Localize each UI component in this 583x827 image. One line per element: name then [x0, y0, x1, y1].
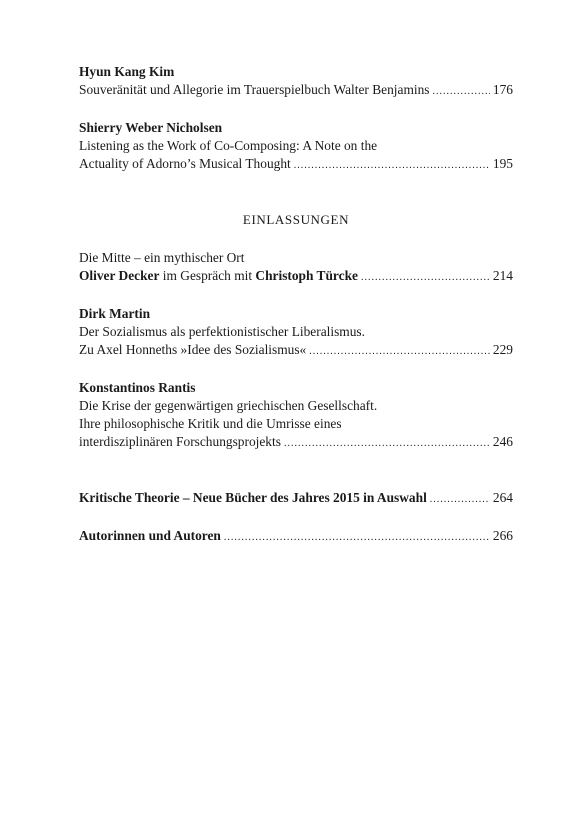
entry-credit [79, 267, 358, 285]
dot-leader [294, 157, 490, 175]
credit-connector: im Gespräch mit [162, 268, 253, 283]
entry-title-line: Die Mitte – ein mythischer Ort [79, 250, 245, 265]
dot-leader [433, 83, 490, 101]
entry-author: Hyun Kang Kim [79, 64, 175, 79]
toc-entry-books [79, 489, 513, 509]
dot-leader [430, 491, 490, 509]
entry-author: Dirk Martin [79, 306, 151, 321]
entry-title-line: Die Krise der gegenwärtigen griechischen Gesellschaft. [79, 398, 378, 413]
table-of-contents [79, 63, 513, 547]
interviewer-name: Christoph Türcke [255, 268, 358, 283]
entry-title: Actuality of Adorno’s Musical Thought [79, 156, 291, 171]
toc-line[interactable] [79, 267, 513, 287]
dot-leader [361, 269, 490, 287]
dot-leader [309, 343, 490, 361]
toc-entry-decker [79, 249, 513, 287]
page-number: 246 [492, 434, 513, 449]
page-number: 176 [492, 82, 513, 97]
page-number: 195 [492, 156, 513, 171]
entry-title-line: Der Sozialismus als perfektionistischer Liberalismus. [79, 324, 365, 339]
entry-title: interdisziplinären Forschungsprojekts [79, 434, 281, 449]
dot-leader [224, 529, 490, 547]
page-number: 266 [492, 528, 513, 543]
page-number: 214 [492, 268, 513, 283]
toc-entry-rantis [79, 379, 513, 453]
toc-line[interactable] [79, 81, 513, 101]
page-number: 264 [492, 490, 513, 505]
entry-title: Autorinnen und Autoren [79, 528, 221, 543]
toc-line[interactable] [79, 489, 513, 509]
toc-entry-kim [79, 63, 513, 101]
interviewee-name: Oliver Decker [79, 268, 160, 283]
entry-author: Konstantinos Rantis [79, 380, 196, 395]
entry-title-line: Ihre philosophische Kritik und die Umrisse eines [79, 416, 342, 431]
toc-line[interactable] [79, 527, 513, 547]
section-heading: EINLASSUNGEN [242, 212, 350, 227]
toc-entry-martin [79, 305, 513, 361]
page-number: 229 [492, 342, 513, 357]
toc-line[interactable] [79, 341, 513, 361]
entry-title: Zu Axel Honneths »Idee des Sozialismus« [79, 342, 307, 357]
toc-entry-authors [79, 527, 513, 547]
toc-line[interactable] [79, 155, 513, 175]
entry-title-line: Listening as the Work of Co-Composing: A Note on the [79, 138, 378, 153]
entry-title: Kritische Theorie – Neue Bücher des Jahres 2015 in Auswahl [79, 490, 427, 505]
toc-entry-nicholsen [79, 119, 513, 175]
dot-leader [284, 435, 490, 453]
entry-author: Shierry Weber Nicholsen [79, 120, 223, 135]
entry-title: Souveränität und Allegorie im Trauerspielbuch Walter Benjamins [79, 82, 430, 97]
toc-line[interactable] [79, 433, 513, 453]
